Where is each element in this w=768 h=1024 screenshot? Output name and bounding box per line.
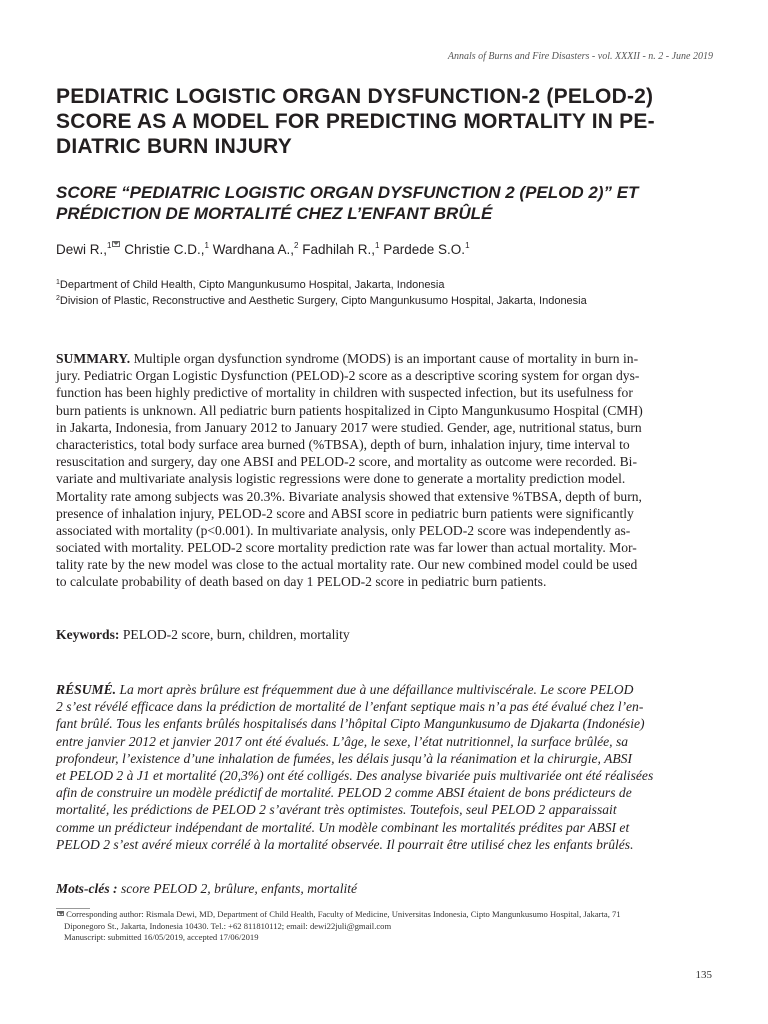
resume-line: mortalité, les prédictions de PELOD 2 s’avérant très optimistes. Toutefois, seul PELOD 2 apparaissait: [56, 802, 617, 818]
resume-line: comme un prédicteur indépendant de mortalité. Un modèle combinant les mortalités prédites par ABSI et: [56, 819, 630, 835]
french-title: [56, 182, 728, 224]
summary-line: Multiple organ dysfunction syndrome (MODS) is an important cause of mortality in burn in-: [130, 351, 639, 366]
summary-line: associated with mortality (p<0.001). In multivariate analysis, only PELOD-2 score was independently as-: [56, 522, 631, 538]
article-title: [56, 84, 728, 159]
author-list: [56, 241, 470, 257]
summary-line: to calculate probability of death based on day 1 PELOD-2 score in pediatric burn patients.: [56, 574, 547, 590]
keywords: [56, 627, 350, 643]
summary-line: Mortality rate among subjects was 20.3%. Bivariate analysis showed that extensive %TBSA, depth of burn,: [56, 488, 642, 504]
summary-line: function has been highly predictive of mortality in children with suspected infection, but its usefulness for: [56, 385, 633, 401]
keywords-text: PELOD-2 score, burn, children, mortality: [119, 627, 350, 642]
affiliation-text: Division of Plastic, Reconstructive and Aesthetic Surgery, Cipto Mangunkusumo Hospital, Jakarta, Indonesia: [59, 295, 587, 307]
author-name: Wardhana A.,: [212, 242, 295, 257]
title-line: SCORE AS A MODEL FOR PREDICTING MORTALITY IN PE-: [56, 110, 655, 133]
affiliation-mark: 1: [56, 279, 60, 286]
title-line: DIATRIC BURN INJURY: [56, 135, 292, 158]
resume-line: La mort après brûlure est fréquemment due à une défaillance multiviscérale. Le score PELOD: [116, 682, 634, 697]
affiliation-mark: 2: [56, 295, 60, 302]
summary-line: tality rate by the new model was close to the actual mortality rate. Our new combined model could be used: [56, 557, 638, 573]
french-title-line: PRÉDICTION DE MORTALITÉ CHEZ L’ENFANT BRÛLÉ: [56, 204, 493, 223]
author-affiliation-mark: 2: [294, 241, 299, 250]
footnote-line: Diponegoro St., Jakarta, Indonesia 10430. Tel.: +62 811810112; email: dewi22juli@gmail.com: [64, 920, 392, 931]
resume-line: profondeur, l’existence d’une inhalation de fumées, les délais jusqu’à la réanimation et la chirurgie, ABSI: [56, 750, 633, 766]
footnote: [56, 909, 621, 944]
summary-paragraph: [56, 350, 713, 591]
mots-cles-text: score PELOD 2, brûlure, enfants, mortalité: [117, 881, 358, 896]
summary-line: jury. Pediatric Organ Logistic Dysfunction (PELOD)-2 score as a descriptive scoring system for organ dys-: [56, 368, 640, 384]
summary-line: in Jakarta, Indonesia, from January 2012 to January 2017 were studied. Gender, age, nutritional status, burn: [56, 419, 642, 435]
mots-cles-label: Mots-clés :: [56, 881, 118, 896]
author-name: Christie C.D.,: [124, 242, 205, 257]
affiliation: [56, 279, 445, 291]
author-name: Pardede S.O.: [383, 242, 466, 257]
author-name: Fadhilah R.,: [302, 242, 376, 257]
summary-line: characteristics, total body surface area burned (%TBSA), depth of burn, inhalation injury, time interval to: [56, 436, 630, 452]
footnote-line: Corresponding author: Rismala Dewi, MD, Department of Child Health, Faculty of Medicine, Universitas Indonesia, Cipto Mangunkusumo Hospital, Jakarta, 71: [66, 909, 621, 919]
author-name: Dewi R.,: [56, 242, 108, 257]
affiliation: [56, 295, 587, 307]
summary-line: sociated with mortality. PELOD-2 score mortality prediction rate was far lower than actual mortality. Mor-: [56, 540, 637, 556]
author-affiliation-mark: 1: [204, 241, 209, 250]
mots-cles: [56, 881, 357, 897]
resume-line: entre janvier 2012 et janvier 2017 ont été évalués. L’âge, le sexe, l’état nutritionnel, la surface brûlée, sa: [56, 733, 629, 749]
french-title-line: SCORE “PEDIATRIC LOGISTIC ORGAN DYSFUNCTION 2 (PELOD 2)” ET: [56, 183, 639, 202]
author-affiliation-mark: 1: [465, 241, 470, 250]
affiliation-text: Department of Child Health, Cipto Mangunkusumo Hospital, Jakarta, Indonesia: [59, 279, 445, 291]
resume-line: et PELOD 2 à J1 et mortalité (20,3%) ont été colligés. Des analyse bivariée puis multivariée ont été réalisées: [56, 767, 654, 783]
summary-line: presence of inhalation injury, PELOD-2 score and ABSI score in pediatric burn patients were significantly: [56, 505, 634, 521]
summary-line: variate and multivariate analysis logistic regressions were done to generate a mortality prediction model.: [56, 471, 626, 487]
resume-line: PELOD 2 s’est avéré mieux corrélé à la mortalité observée. Il pourrait être utilisé chez les enfants brûlés.: [56, 836, 634, 852]
resume-line: fant brûlé. Tous les enfants brûlés hospitalisés dans l’hôpital Cipto Mangunkusumo de Djakarta (Indonésie): [56, 716, 645, 732]
resume-line: afin de construire un modèle prédictif de mortalité. PELOD 2 comme ABSI étaient de bons prédicteurs de: [56, 785, 632, 801]
resume-label: RÉSUMÉ.: [56, 682, 117, 697]
envelope-icon: [112, 241, 120, 247]
author-affiliation-mark: 1: [375, 241, 380, 250]
title-line: PEDIATRIC LOGISTIC ORGAN DYSFUNCTION-2 (PELOD-2): [56, 85, 654, 108]
summary-line: resuscitation and surgery, day one ABSI and PELOD-2 score, and mortality as outcome were recorded. Bi-: [56, 454, 637, 470]
author-affiliation-mark: 1: [107, 241, 112, 250]
resume-line: 2 s’est révélé efficace dans la prédiction de mortalité de l’enfant septique mais n’a pas été évalué chez l’en-: [56, 699, 644, 715]
resume-paragraph: [56, 681, 713, 853]
summary-label: SUMMARY.: [56, 351, 131, 366]
keywords-label: Keywords:: [56, 627, 120, 642]
page-number: 135: [695, 969, 712, 981]
footnote-line: Manuscript: submitted 16/05/2019, accepted 17/06/2019: [64, 932, 259, 942]
summary-line: burn patients is unknown. All pediatric burn patients hospitalized in Cipto Mangunkusumo Hospital (CMH): [56, 402, 643, 418]
journal-header: Annals of Burns and Fire Disasters - vol. XXXII - n. 2 - June 2019: [447, 51, 713, 62]
envelope-icon: [57, 911, 64, 916]
